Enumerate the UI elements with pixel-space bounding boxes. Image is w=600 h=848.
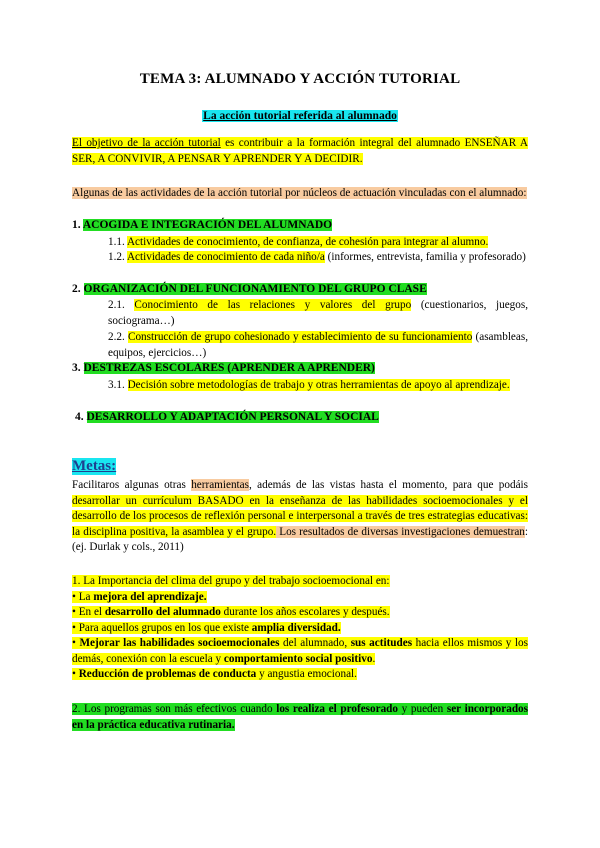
subtitle-wrap xyxy=(72,106,528,124)
bullet-prefix: • xyxy=(72,637,80,649)
bullet-bold: Reducción de problemas de conducta xyxy=(78,668,257,680)
metas-text-2: , además de las vistas hasta el momento, para que podáis xyxy=(248,479,528,491)
activities-intro xyxy=(72,186,528,202)
section-heading-4 xyxy=(75,410,379,425)
point-1-bullet-3 xyxy=(72,621,528,637)
subtitle: La acción tutorial referida al alumnado xyxy=(203,110,397,122)
item-text: Actividades de conocimiento de cada niño/a xyxy=(126,251,325,263)
item-num: 2.1. xyxy=(108,299,135,311)
item-2-1 xyxy=(108,298,528,329)
item-rest: (cuestionarios, juegos, sociograma…) xyxy=(108,299,529,327)
bullet-bold-2: sus actitudes xyxy=(350,637,413,649)
section-heading-3 xyxy=(72,361,375,376)
item-1-2 xyxy=(108,250,528,266)
bullet-bold: mejora del aprendizaje. xyxy=(93,590,207,603)
metas-highlight-2: desarrollar un currículum BASADO en la enseñanza de las habilidades socioemocionales y el desarrollo de los procesos de reflexión personal e interpersonal a través de tres estrategias educativas: la disciplina positiva, la asamblea y el grupo. xyxy=(72,494,528,538)
bullet-bold-3: comportamiento social positivo xyxy=(223,652,373,665)
point-1-bullet-4 xyxy=(72,636,528,667)
point-1-bullet-5 xyxy=(72,667,528,683)
point-1-block xyxy=(72,574,528,683)
bullet-prefix: • xyxy=(72,668,79,680)
item-2-2 xyxy=(108,330,528,361)
section-heading-1 xyxy=(72,218,332,233)
section-label: DESTREZAS ESCOLARES (APRENDER A APRENDER) xyxy=(83,362,375,374)
item-1-1 xyxy=(108,235,528,251)
page-title: TEMA 3: ALUMNADO Y ACCIÓN TUTORIAL xyxy=(139,71,461,87)
metas-paragraph xyxy=(72,478,528,556)
section-label: ORGANIZACIÓN DEL FUNCIONAMIENTO DEL GRUPO CLASE xyxy=(83,283,427,295)
bullet-end: . xyxy=(372,652,376,665)
bullet-text: durante los años escolares y después. xyxy=(220,606,390,618)
point-2-text-2: y pueden xyxy=(398,703,447,715)
activities-intro-text: Algunas de las actividades de la acción tutorial por núcleos de actuación vinculadas con el alumnado: xyxy=(72,187,527,199)
bullet-text-2: hacia ellos mismos y los demás, conexión con la escuela y xyxy=(72,637,528,665)
bullet-text: y angustia emocional. xyxy=(256,668,357,680)
section-label: DESARROLLO Y ADAPTACIÓN PERSONAL Y SOCIAL xyxy=(86,411,379,423)
point-1-heading-text: 1. La Importancia del clima del grupo y del trabajo socioemocional en: xyxy=(72,575,390,587)
point-1-bullet-2 xyxy=(72,605,528,621)
point-2-text: 2. Los programas son más efectivos cuando xyxy=(72,703,277,715)
metas-highlight-1: herramientas xyxy=(191,479,249,491)
item-num: 3.1. xyxy=(108,379,128,391)
objective-paragraph xyxy=(72,136,528,167)
metas-text-1: Facilitaros algunas otras xyxy=(72,479,192,491)
objective-label: El objetivo de la acción tutorial xyxy=(72,137,221,149)
bullet-bold: desarrollo del alumnado xyxy=(104,606,221,618)
objective-text: es contribuir a la formación integral del alumnado ENSEÑAR A SER, A CONVIVIR, A PENSAR Y APRENDER Y A DECIDIR. xyxy=(72,137,529,165)
point-2-bold-1: los realiza el profesorado xyxy=(276,703,398,715)
bullet-prefix: • Para aquellos grupos en los que existe xyxy=(72,621,252,634)
point-1-bullet-1 xyxy=(72,590,528,606)
bullet-bold: Mejorar las habilidades socioemocionales xyxy=(79,637,280,649)
item-text: Actividades de conocimiento, de confianza, de cohesión para integrar al alumno. xyxy=(126,236,489,248)
bullet-text: del alumnado, xyxy=(279,637,351,649)
section-num: 2. xyxy=(72,283,84,295)
section-num: 4. xyxy=(75,411,87,423)
item-num: 2.2. xyxy=(108,331,128,343)
point-1-heading xyxy=(72,574,528,590)
item-text: Conocimiento de las relaciones y valores del grupo xyxy=(134,299,412,311)
point-2-paragraph xyxy=(72,702,528,733)
point-2-bold-2: ser incorporados en la práctica educativa rutinaria. xyxy=(72,703,528,731)
metas-text-3: : (ej. Durlak y cols., 2011) xyxy=(72,525,528,553)
item-3-1 xyxy=(108,378,528,394)
section-label: ACOGIDA E INTEGRACIÓN DEL ALUMNADO xyxy=(82,219,333,231)
bullet-prefix: • En el xyxy=(72,606,105,618)
bullet-prefix: • La xyxy=(72,590,94,603)
metas-highlight-3: Los resultados de diversas investigaciones demuestran xyxy=(276,525,525,538)
item-rest: (informes, entrevista, familia y profesorado) xyxy=(324,251,526,263)
section-heading-2 xyxy=(72,282,427,297)
item-rest: (asambleas, equipos, ejercicios…) xyxy=(108,331,529,359)
item-num: 1.2. xyxy=(108,251,127,263)
item-num: 1.1. xyxy=(108,236,127,248)
section-num: 1. xyxy=(72,219,83,231)
item-text: Decisión sobre metodologías de trabajo y otras herramientas de apoyo al aprendizaje. xyxy=(127,379,510,391)
bullet-bold: amplia diversidad. xyxy=(251,621,341,634)
item-text: Construcción de grupo cohesionado y establecimiento de su funcionamiento xyxy=(127,331,473,343)
section-num: 3. xyxy=(72,362,84,374)
metas-heading: Metas: xyxy=(72,458,117,474)
